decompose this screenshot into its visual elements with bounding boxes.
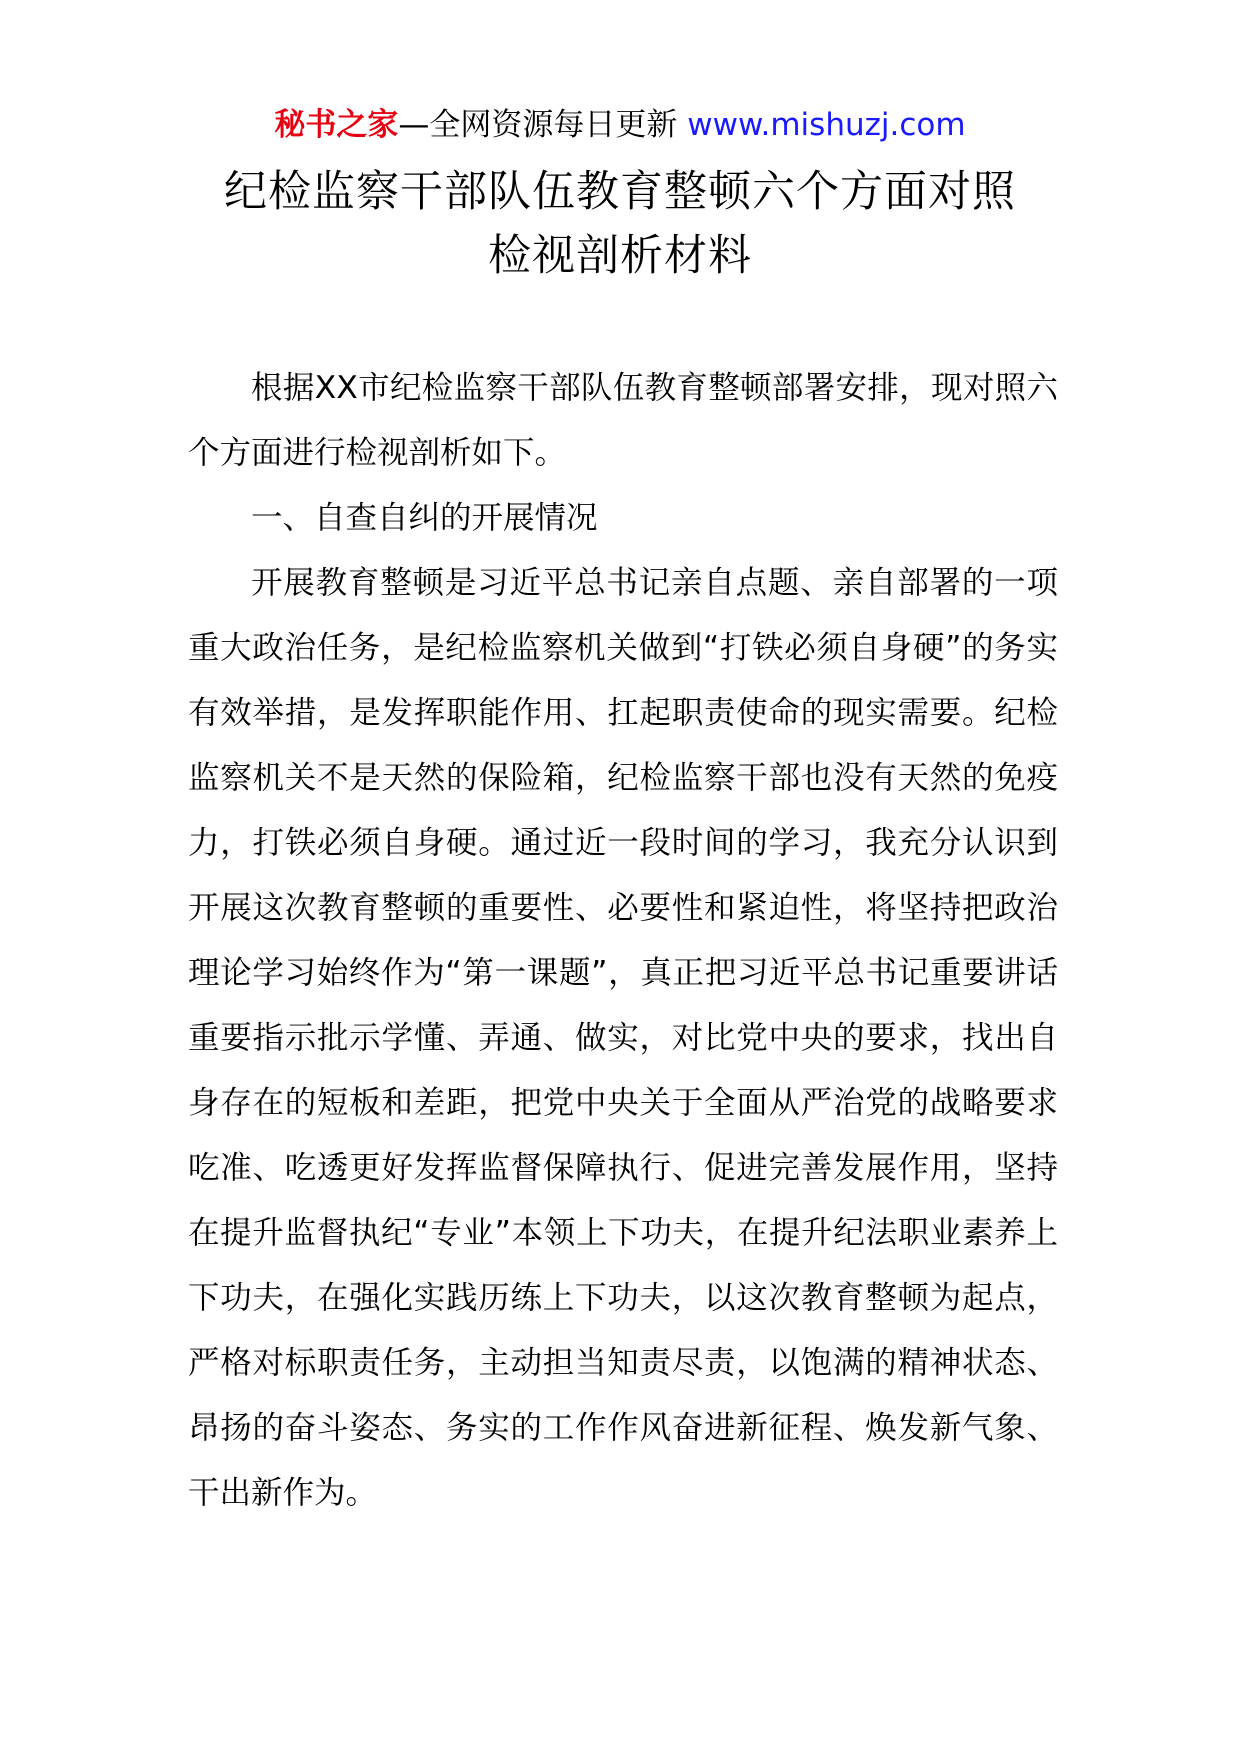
section-heading-1: 一、自查自纠的开展情况 (251, 500, 598, 536)
document-body (188, 356, 1058, 1526)
document-title-line-1: 纪检监察干部队伍教育整顿六个方面对照 (224, 167, 1016, 217)
site-brand: 秘书之家 (274, 107, 399, 143)
site-tagline: —全网资源每日更新 (398, 107, 688, 143)
document-title (150, 160, 1090, 288)
section-paragraph-1: 开展教育整顿是习近平总书记亲自点题、亲自部署的一项重大政治任务，是纪检监察机关做到“打铁必须自身硬”的务实有效举措，是发挥职能作用、扛起职责使命的现实需要。纪检监察机关不是天然的保险箱，纪检监察干部也没有天然的免疫力，打铁必须自身硬。通过近一段时间的学习，我充分认识到开展这次教育整顿的重要性、必要性和紧迫性，将坚持把政治理论学习始终作为“第一课题”，真正把习近平总书记重要讲话重要指示批示学懂、弄通、做实，对比党中央的要求，找出自身存在的短板和差距，把党中央关于全面从严治党的战略要求吃准、吃透更好发挥监督保障执行、促进完善发展作用，坚持在提升监督执纪“专业”本领上下功夫，在提升纪法职业素养上下功夫，在强化实践历练上下功夫，以这次教育整顿为起点，严格对标职责任务，主动担当知责尽责，以饱满的精神状态、昂扬的奋斗姿态、务实的工作作风奋进新征程、焕发新气象、干出新作为。 (188, 565, 1058, 1511)
document-title-line-2: 检视剖析材料 (488, 231, 752, 281)
intro-paragraph: 根据XX市纪检监察干部队伍教育整顿部署安排，现对照六个方面进行检视剖析如下。 (188, 370, 1058, 471)
site-url[interactable]: www.mishuzj.com (687, 107, 966, 143)
site-header (0, 103, 1240, 147)
